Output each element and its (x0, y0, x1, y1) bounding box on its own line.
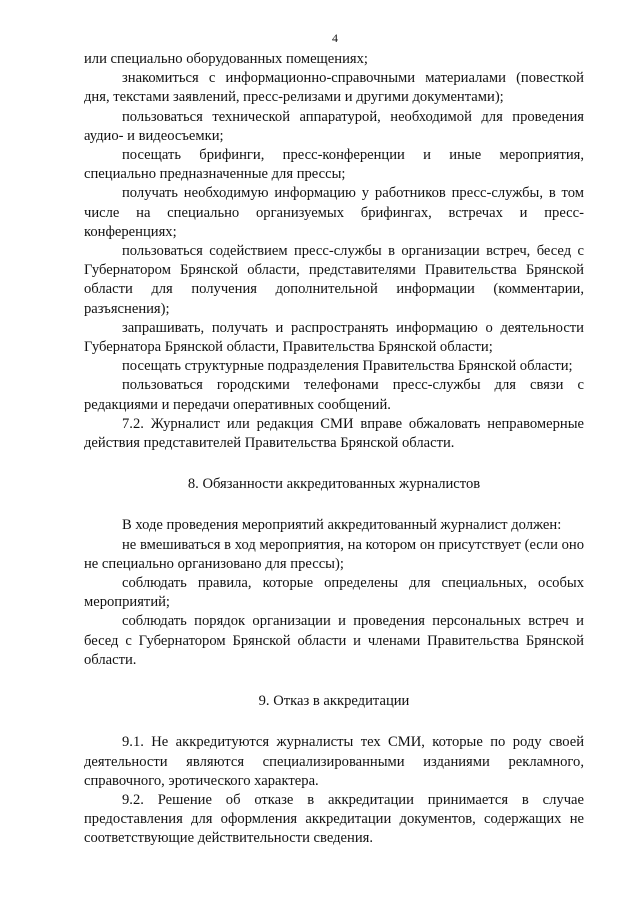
paragraph: пользоваться содействием пресс-службы в организации встреч, бесед с Губернатором Брянской области, представителями Правительства Брянской области для получения дополнительной информации (комментарии, разъяснения); (84, 243, 584, 317)
paragraph: не вмешиваться в ход мероприятия, на котором он присутствует (если оно не специально организовано для прессы); (84, 536, 584, 572)
page-number: 4 (332, 31, 338, 45)
paragraph: пользоваться городскими телефонами пресс-службы для связи с редакциями и передачи оперативных сообщений. (84, 377, 584, 413)
paragraph: соблюдать правила, которые определены для специальных, особых мероприятий; (84, 575, 584, 611)
paragraph: запрашивать, получать и распространять информацию о деятельности Губернатора Брянской области, Правительства Брянской области; (84, 319, 584, 356)
paragraph: В ходе проведения мероприятий аккредитованный журналист должен: (122, 517, 562, 534)
paragraph: соблюдать порядок организации и проведения персональных встреч и бесед с Губернатором Брянской области и членами Правительства Брянской области. (84, 613, 584, 668)
paragraph: посещать брифинги, пресс-конференции и иные мероприятия, специально предназначенные для прессы; (84, 147, 584, 183)
paragraph: 9.1. Не аккредитуются журналисты тех СМИ, которые по роду своей деятельности являются специализированными изданиями рекламного, справочного, эротического характера. (84, 734, 584, 789)
section-heading-8: 8. Обязанности аккредитованных журналистов (187, 476, 481, 493)
document-page (84, 30, 584, 849)
paragraph: или специально оборудованных помещениях; (84, 51, 368, 67)
paragraph: получать необходимую информацию у работников пресс-службы, в том числе на специально организуемых брифингах, встречах и пресс-конференциях; (84, 185, 584, 240)
paragraph: 7.2. Журналист или редакция СМИ вправе обжаловать неправомерные действия представителей Правительства Брянской области. (84, 415, 584, 452)
paragraph: посещать структурные подразделения Правительства Брянской области; (122, 358, 573, 375)
section-heading-9: 9. Отказ в аккредитации (258, 693, 410, 710)
paragraph: пользоваться технической аппаратурой, необходимой для проведения аудио- и видеосъемки; (84, 108, 584, 144)
paragraph: знакомиться с информационно-справочными материалами (повесткой дня, текстами заявлений, пресс-релизами и другими документами); (84, 70, 584, 106)
paragraph: 9.2. Решение об отказе в аккредитации принимается в случае предоставления для оформления аккредитации документов, содержащих не соответствующие действительности сведения. (84, 791, 584, 847)
